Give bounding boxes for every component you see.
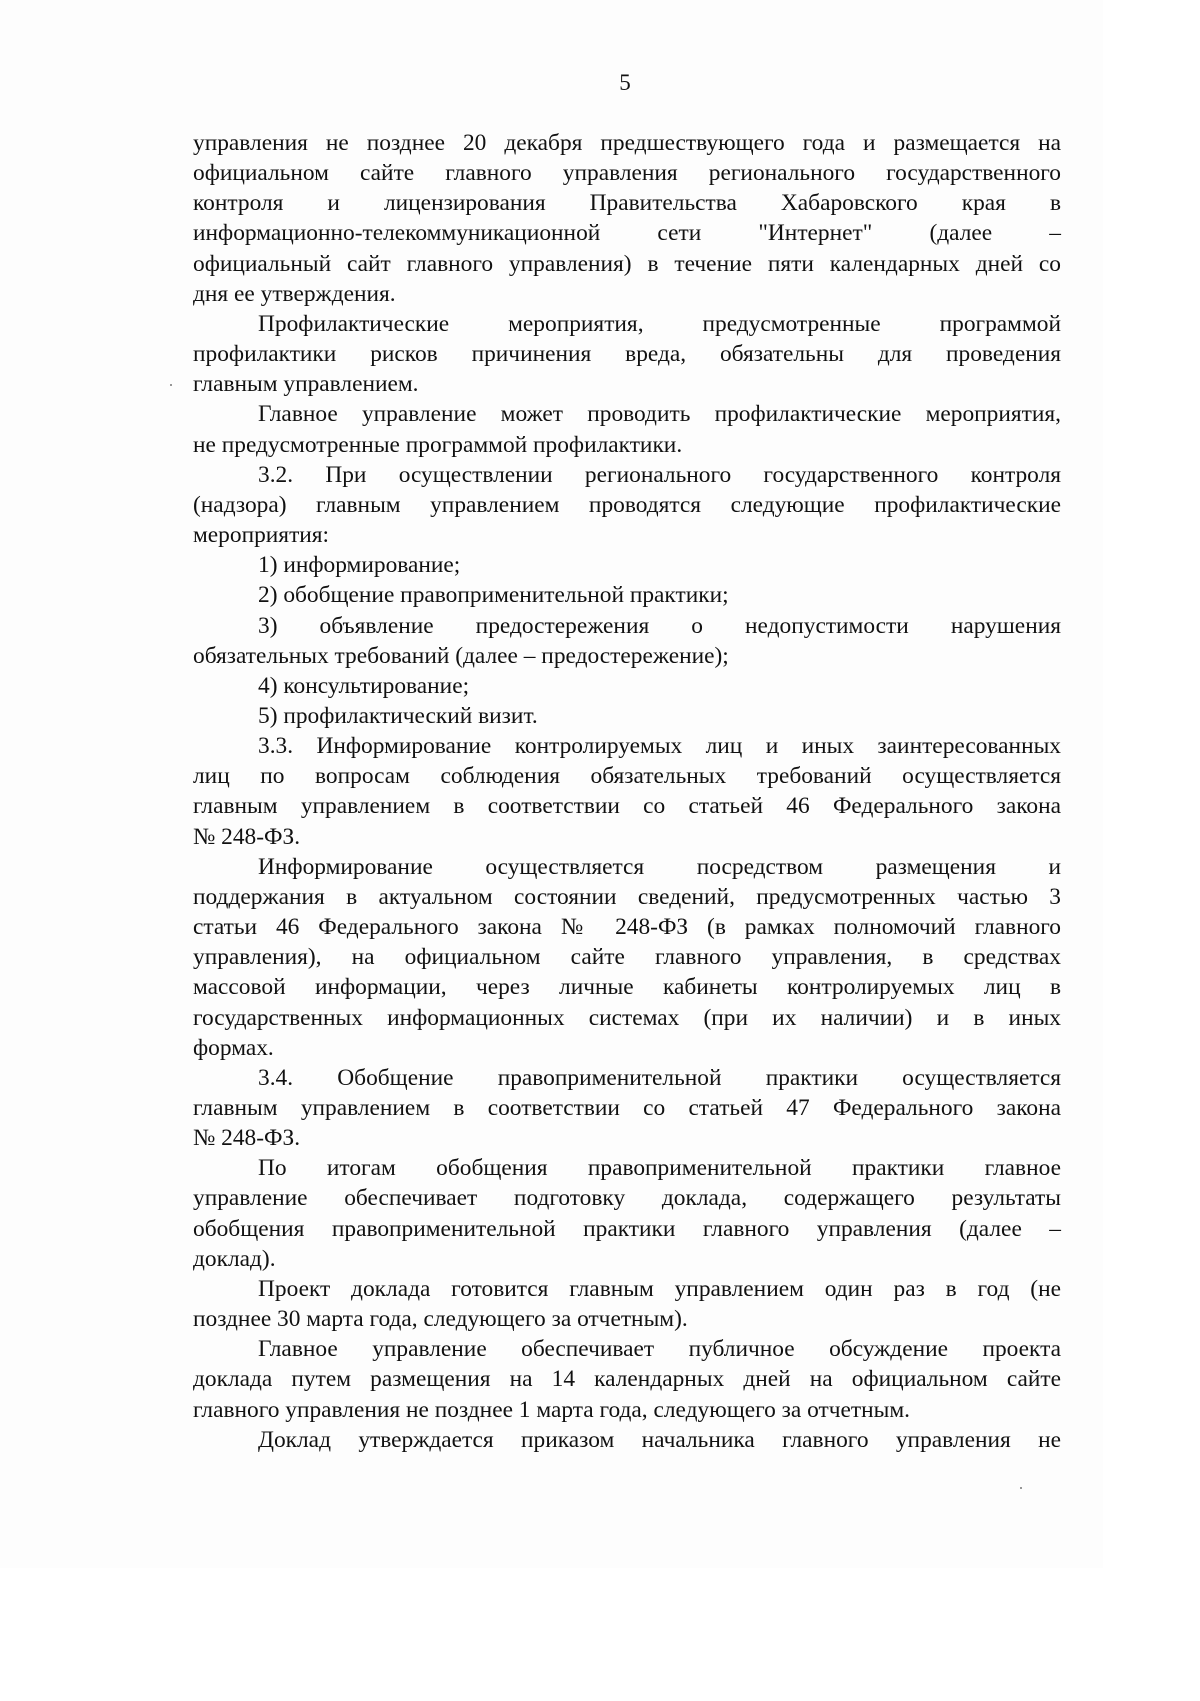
text-line: обобщения правоприменительной практики главного управления (далее – bbox=[193, 1215, 1061, 1242]
text-line: главным управлением. bbox=[193, 371, 419, 398]
text-line: 1) информирование; bbox=[258, 552, 461, 579]
text-line: № 248-ФЗ. bbox=[193, 823, 301, 850]
text-line: не предусмотренные программой профилактики. bbox=[193, 431, 683, 458]
text-line: позднее 30 марта года, следующего за отчетным). bbox=[193, 1306, 688, 1333]
text-line: официальном сайте главного управления регионального государственного bbox=[193, 160, 1061, 187]
text-line: 3.2. При осуществлении регионального государственного контроля bbox=[258, 461, 1061, 488]
document-body bbox=[193, 128, 1061, 1455]
text-line: контроля и лицензирования Правительства Хабаровского края в bbox=[193, 190, 1061, 217]
text-line: обязательных требований (далее – предостережение); bbox=[193, 642, 729, 669]
text-line: № 248-ФЗ. bbox=[193, 1125, 301, 1152]
paragraph bbox=[193, 701, 1061, 731]
text-line: 3) объявление предостережения о недопустимости нарушения bbox=[258, 612, 1061, 639]
paragraph bbox=[193, 580, 1061, 610]
paragraph bbox=[193, 1425, 1061, 1455]
text-line: доклада путем размещения на 14 календарных дней на официальном сайте bbox=[193, 1366, 1061, 1393]
paragraph bbox=[193, 1153, 1061, 1274]
text-line: 4) консультирование; bbox=[258, 672, 470, 699]
text-line: дня ее утверждения. bbox=[193, 280, 396, 307]
paragraph bbox=[193, 1334, 1061, 1424]
paragraph bbox=[193, 309, 1061, 399]
paragraph bbox=[193, 1063, 1061, 1153]
text-line: Доклад утверждается приказом начальника главного управления не bbox=[258, 1426, 1061, 1453]
scan-speck bbox=[170, 384, 172, 386]
text-line: 2) обобщение правоприменительной практики; bbox=[258, 582, 729, 609]
text-line: официальный сайт главного управления) в течение пяти календарных дней со bbox=[193, 250, 1061, 277]
text-line: мероприятия: bbox=[193, 522, 330, 549]
text-line: государственных информационных системах (при их наличии) и в иных bbox=[193, 1004, 1061, 1031]
text-line: управление обеспечивает подготовку доклада, содержащего результаты bbox=[193, 1185, 1061, 1212]
text-line: Информирование осуществляется посредством размещения и bbox=[258, 853, 1061, 880]
paragraph bbox=[193, 671, 1061, 701]
text-line: статьи 46 Федерального закона № 248-ФЗ (в рамках полномочий главного bbox=[193, 914, 1061, 941]
text-line: управления), на официальном сайте главного управления, в средствах bbox=[193, 944, 1061, 971]
paragraph bbox=[193, 550, 1061, 580]
text-line: Главное управление может проводить профилактические мероприятия, bbox=[258, 401, 1061, 428]
text-line: Проект доклада готовится главным управлением один раз в год (не bbox=[258, 1275, 1061, 1302]
text-line: профилактики рисков причинения вреда, обязательны для проведения bbox=[193, 341, 1061, 368]
paragraph bbox=[193, 611, 1061, 671]
text-line: информационно-телекоммуникационной сети "Интернет" (далее – bbox=[193, 220, 1061, 247]
text-line: главного управления не позднее 1 марта года, следующего за отчетным. bbox=[193, 1396, 910, 1423]
paragraph bbox=[193, 399, 1061, 459]
text-line: 5) профилактический визит. bbox=[258, 702, 538, 729]
text-line: доклад). bbox=[193, 1245, 276, 1272]
page-number: 5 bbox=[619, 70, 631, 95]
text-line: (надзора) главным управлением проводятся следующие профилактические bbox=[193, 491, 1061, 518]
text-line: По итогам обобщения правоприменительной практики главное bbox=[258, 1155, 1061, 1182]
text-line: лиц по вопросам соблюдения обязательных требований осуществляется bbox=[193, 763, 1061, 790]
paragraph bbox=[193, 1274, 1061, 1334]
text-line: формах. bbox=[193, 1034, 274, 1061]
paragraph bbox=[193, 460, 1061, 550]
text-line: Главное управление обеспечивает публичное обсуждение проекта bbox=[258, 1336, 1061, 1363]
text-line: Профилактические мероприятия, предусмотренные программой bbox=[258, 310, 1061, 337]
paragraph bbox=[193, 852, 1061, 1063]
scan-speck bbox=[1020, 1487, 1022, 1489]
paragraph bbox=[193, 128, 1061, 309]
text-line: массовой информации, через личные кабинеты контролируемых лиц в bbox=[193, 974, 1061, 1001]
text-line: 3.4. Обобщение правоприменительной практики осуществляется bbox=[258, 1064, 1061, 1091]
text-line: поддержания в актуальном состоянии сведений, предусмотренных частью 3 bbox=[193, 883, 1061, 910]
text-line: главным управлением в соответствии со статьей 47 Федерального закона bbox=[193, 1095, 1061, 1121]
text-line: 3.3. Информирование контролируемых лиц и иных заинтересованных bbox=[258, 733, 1061, 760]
text-line: главным управлением в соответствии со статьей 46 Федерального закона bbox=[193, 793, 1061, 820]
paragraph bbox=[193, 731, 1061, 852]
text-line: управления не позднее 20 декабря предшествующего года и размещается на bbox=[193, 130, 1061, 156]
